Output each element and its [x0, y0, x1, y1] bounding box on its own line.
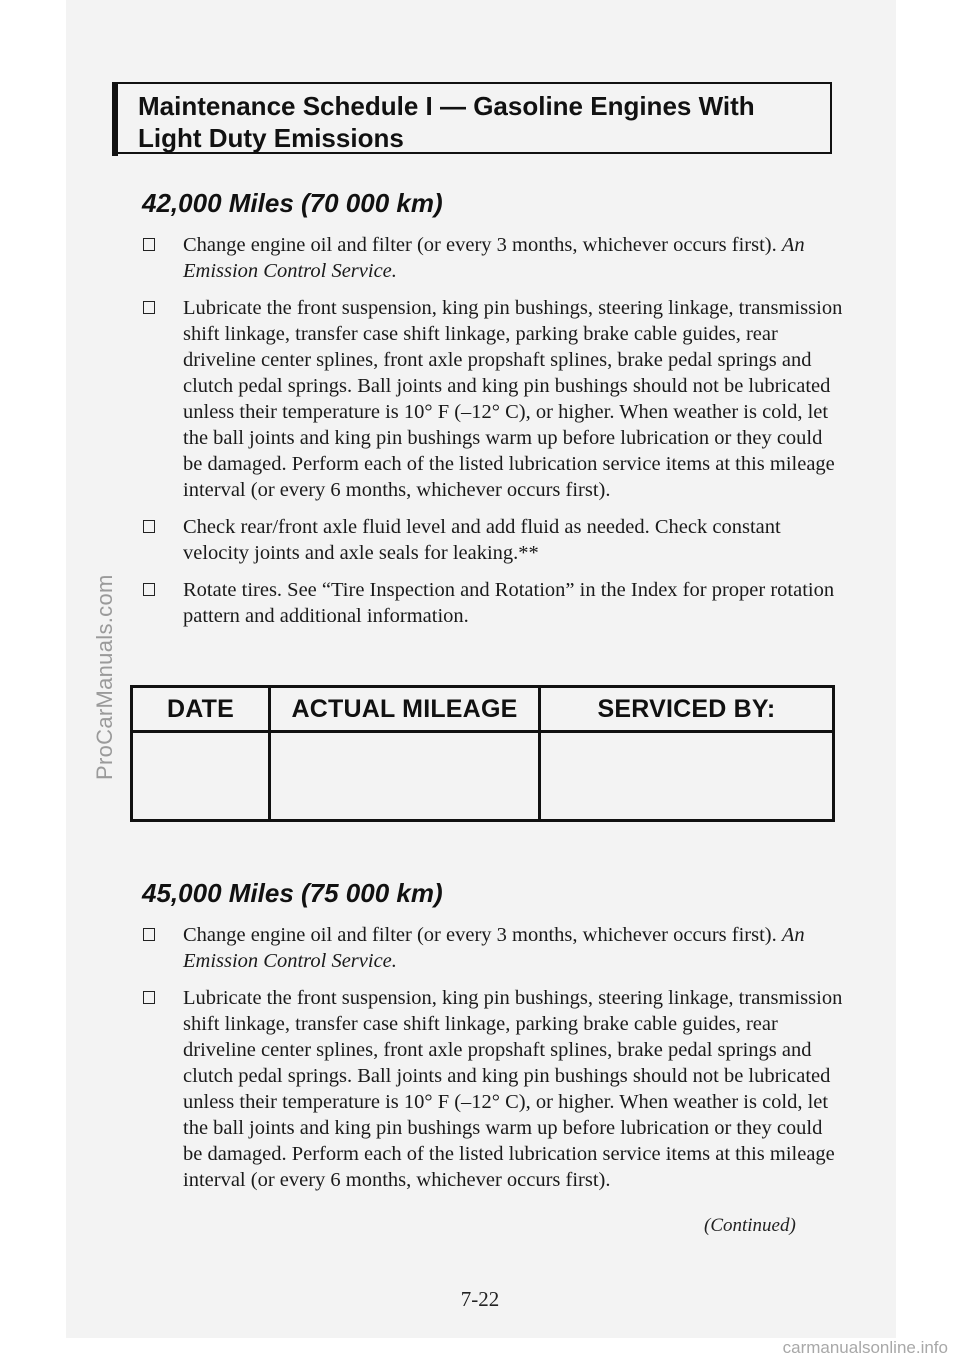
- table-row: [132, 732, 834, 821]
- item-note: An Emission Control Service.: [183, 924, 805, 972]
- checkbox-icon[interactable]: [143, 301, 155, 314]
- mileage-column-header: ACTUAL MILEAGE: [270, 687, 540, 732]
- mileage-cell[interactable]: [270, 732, 540, 821]
- list-item: [143, 577, 843, 629]
- item-text: Lubricate the front suspension, king pin bushings, steering linkage, transmission shift linkage, transfer case shift linkage, parking brake cable guides, rear driveline center splines, front axle propshaft splines, brake pedal springs and clutch pedal springs. Ball joints and king pin bushings should not be lubricated unless their temperature is 10° F (–12° C), or higher. When weather is cold, let the ball joints and king pin bushings warm up before lubrication or they could be damaged. Perform each of the listed lubrication service items at this mileage interval (or every 6 months, whichever occurs first).: [183, 987, 843, 1191]
- checkbox-icon[interactable]: [143, 238, 155, 251]
- item-text: Rotate tires. See “Tire Inspection and Rotation” in the Index for proper rotation pattern and additional information.: [183, 579, 835, 627]
- date-cell[interactable]: [132, 732, 270, 821]
- item-text: Change engine oil and filter (or every 3 months, whichever occurs first).: [183, 924, 777, 946]
- list-item: [143, 922, 843, 974]
- item-text: Change engine oil and filter (or every 3 months, whichever occurs first).: [183, 234, 777, 256]
- serviced-by-cell[interactable]: [540, 732, 834, 821]
- side-watermark: ProCarManuals.com: [92, 574, 117, 780]
- list-item: [143, 514, 843, 566]
- list-item: [143, 295, 843, 503]
- section-title-45000: 45,000 Miles (75 000 km): [142, 878, 443, 908]
- serviced-by-column-header: SERVICED BY:: [540, 687, 834, 732]
- schedule-header-box: [112, 82, 832, 154]
- date-column-header: DATE: [132, 687, 270, 732]
- section-title-42000: 42,000 Miles (70 000 km): [142, 188, 443, 218]
- bottom-watermark: carmanualsonline.info: [782, 1338, 948, 1357]
- item-note: An Emission Control Service.: [183, 234, 805, 282]
- checklist-45000: [143, 922, 843, 1204]
- list-item: [143, 232, 843, 284]
- table-header-row: [132, 687, 834, 732]
- continued-note: (Continued): [704, 1215, 796, 1236]
- service-log-table: [130, 685, 835, 822]
- checkbox-icon[interactable]: [143, 928, 155, 941]
- checkbox-icon[interactable]: [143, 583, 155, 596]
- schedule-title: Maintenance Schedule I — Gasoline Engines With Light Duty Emissions: [138, 91, 755, 153]
- list-item: [143, 985, 843, 1193]
- checkbox-icon[interactable]: [143, 991, 155, 1004]
- checkbox-icon[interactable]: [143, 520, 155, 533]
- item-text: Lubricate the front suspension, king pin bushings, steering linkage, transmission shift linkage, transfer case shift linkage, parking brake cable guides, rear driveline center splines, front axle propshaft splines, brake pedal springs and clutch pedal springs. Ball joints and king pin bushings should not be lubricated unless their temperature is 10° F (–12° C), or higher. When weather is cold, let the ball joints and king pin bushings warm up before lubrication or they could be damaged. Perform each of the listed lubrication service items at this mileage interval (or every 6 months, whichever occurs first).: [183, 297, 843, 501]
- checklist-42000: [143, 232, 843, 640]
- page-number: 7-22: [460, 1287, 500, 1311]
- item-text: Check rear/front axle fluid level and add fluid as needed. Check constant velocity joints and axle seals for leaking.**: [183, 516, 781, 564]
- header-accent-bar: [112, 82, 118, 156]
